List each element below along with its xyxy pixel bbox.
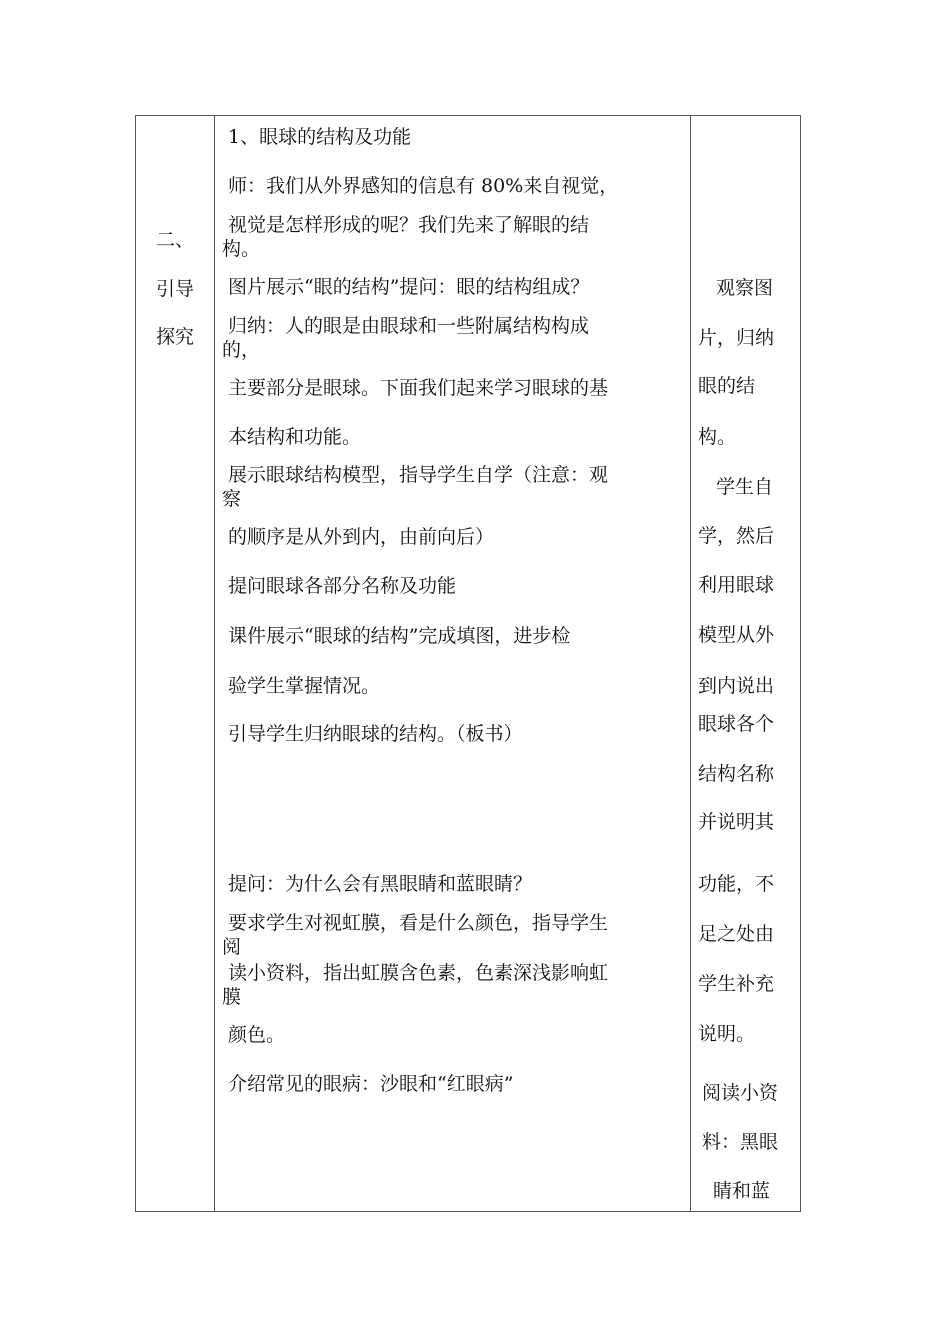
student-line: 学，然后 — [698, 525, 775, 547]
teacher-line: 验学生掌握情况。 — [228, 675, 381, 697]
teacher-line: 引导学生归纳眼球的结构。（板书） — [228, 723, 523, 745]
student-line: 观察图 — [716, 277, 774, 299]
teacher-line: 要求学生对视虹膜，看是什么颜色，指导学生 — [228, 912, 609, 934]
student-line: 到内说出 — [698, 675, 775, 697]
student-line: 睛和蓝 — [713, 1180, 771, 1202]
teacher-line: 提问眼球各部分名称及功能 — [228, 575, 457, 597]
teacher-line: 视觉是怎样形成的呢？我们先来了解眼的结 — [228, 214, 590, 236]
teacher-line: 读小资料，指出虹膜含色素，色素深浅影响虹 — [228, 962, 609, 984]
student-line: 足之处由 — [698, 923, 775, 945]
teacher-line: 的顺序是从外到内，由前向后） — [228, 526, 495, 548]
student-line: 功能，不 — [698, 873, 775, 895]
stage-number: 二、 — [155, 229, 194, 251]
student-line: 说明。 — [698, 1023, 756, 1045]
student-line: 片，归纳 — [698, 327, 775, 349]
teacher-line: 颜色。 — [228, 1024, 286, 1046]
teacher-line: 提问：为什么会有黑眼睛和蓝眼睛？ — [228, 873, 533, 895]
student-line: 学生自 — [716, 476, 774, 498]
student-line: 结构名称 — [698, 763, 775, 785]
lesson-plan-table — [135, 115, 801, 1212]
student-line: 阅读小资 — [702, 1082, 779, 1104]
teacher-line: 展示眼球结构模型，指导学生自学（注意：观 — [228, 464, 609, 486]
teacher-line: 察 — [222, 488, 242, 510]
column-divider — [690, 116, 691, 1211]
teacher-line: 介绍常见的眼病：沙眼和“红眼病” — [228, 1073, 514, 1095]
student-line: 模型从外 — [698, 624, 775, 646]
student-line: 眼球各个 — [698, 713, 775, 735]
student-line: 利用眼球 — [698, 574, 775, 596]
teacher-line: 膜 — [222, 986, 242, 1008]
stage-label-line: 引导 — [155, 278, 194, 300]
column-divider — [214, 116, 215, 1211]
student-line: 学生补充 — [698, 973, 775, 995]
teacher-line: 课件展示“眼球的结构”完成填图，进步检 — [228, 625, 571, 647]
section-heading: 1、眼球的结构及功能 — [228, 126, 412, 148]
teacher-line: 构。 — [222, 238, 261, 260]
teacher-line: 图片展示“眼的结构”提问：眼的结构组成？ — [228, 276, 590, 298]
teacher-line: 的， — [222, 339, 261, 361]
teacher-line: 阅 — [222, 936, 242, 958]
student-line: 构。 — [698, 426, 737, 448]
teacher-line: 师：我们从外界感知的信息有 80%来自视觉， — [228, 175, 619, 197]
stage-label-line: 探究 — [155, 326, 194, 348]
student-line: 并说明其 — [698, 811, 775, 833]
student-line: 料：黑眼 — [702, 1131, 779, 1153]
teacher-line: 归纳：人的眼是由眼球和一些附属结构构成 — [228, 315, 590, 337]
teacher-line: 本结构和功能。 — [228, 426, 362, 448]
teacher-line: 主要部分是眼球。下面我们起来学习眼球的基 — [228, 377, 609, 399]
student-line: 眼的结 — [698, 375, 756, 397]
